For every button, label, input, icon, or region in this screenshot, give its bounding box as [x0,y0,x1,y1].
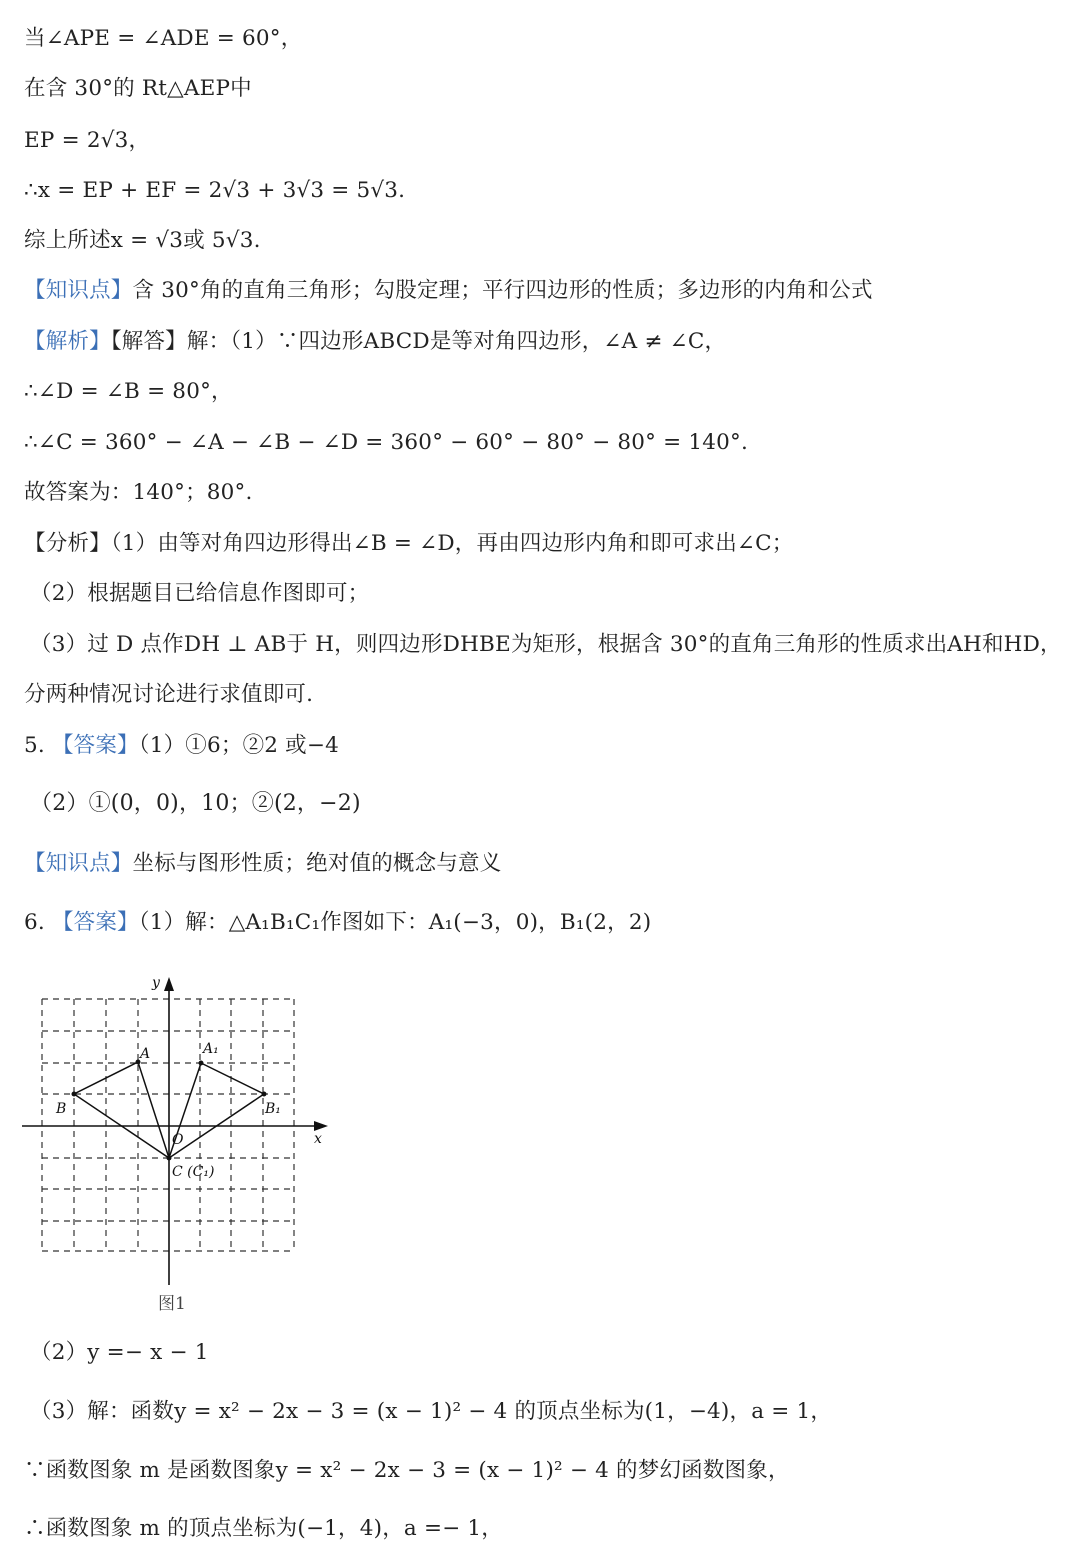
text-line: （2）根据题目已给信息作图即可； [30,581,370,606]
question-number: 5. [24,733,52,758]
knowledge-point-text: 含 30°角的直角三角形；勾股定理；平行四边形的性质；多边形的内角和公式 [132,278,873,303]
text-line: 故答案为：140°；80°. [24,480,253,505]
question-6-answer [24,908,651,938]
answer-text: （1）解：△A₁B₁C₁作图如下：A₁(−3，0)，B₁(2，2) [138,910,652,935]
text-line: （3）过 D 点作DH ⊥ AB于 H，则四边形DHBE为矩形，根据含 30°的直角三角形的性质求出AH和HD， [30,632,1062,657]
answer-tag: 【答案】 [51,733,139,758]
knowledge-points-line [24,849,501,879]
explanation-text: （1）由等对角四边形得出∠B = ∠D，再由四边形内角和即可求出∠C； [110,531,794,556]
text-line: EP = 2√3， [24,128,151,153]
answer-solution-tag: 【解答】 [110,329,187,354]
answer-text: （1）①6；②2 或−4 [138,733,339,758]
x-axis-label: x [314,1131,322,1147]
text-line: ∴∠C = 360° − ∠A − ∠B − ∠D = 360° − 60° − 80° − 80° = 140°. [24,430,749,455]
point-b1-label: B₁ [265,1101,281,1117]
question-5-answer [24,731,339,761]
answer-tag: 【答案】 [51,910,139,935]
text-line: ∴∠D = ∠B = 80°， [24,379,233,404]
coordinate-grid-figure [18,965,338,1285]
point-c-label: C (C₁) [172,1164,215,1180]
explanation-line [24,529,793,559]
grid-lines [42,999,294,1251]
knowledge-points-line [24,276,873,306]
origin-label: O [172,1132,184,1148]
axes [22,977,328,1285]
text-line: ∴函数图象 m 的顶点坐标为(−1，4)，a =− 1， [24,1516,504,1541]
analysis-line [24,327,726,357]
knowledge-point-tag: 【知识点】 [24,278,133,303]
analysis-text: 解：（1）∵四边形ABCD是等对角四边形，∠A ≠ ∠C， [186,329,727,354]
text-line: 分两种情况讨论进行求值即可. [24,682,314,707]
text-line: （3）解：函数y = x² − 2x − 3 = (x − 1)² − 4 的顶点坐标为(1，−4)，a = 1， [30,1399,833,1424]
text-line: 在含 30°的 Rt△AEP中 [24,76,252,101]
text-line: （2）①(0，0)，10；②(2，−2) [30,791,361,816]
explanation-tag: 【分析】 [24,531,111,556]
text-line: 当∠APE = ∠ADE = 60°， [24,26,303,51]
text-line: （2）y =− x − 1 [30,1340,209,1365]
text-line: 综上所述x = √3或 5√3. [24,228,261,253]
point-b-label: B [56,1101,67,1117]
point-a1-label: A₁ [203,1041,219,1057]
text-line: ∵函数图象 m 是函数图象y = x² − 2x − 3 = (x − 1)² − 4 的梦幻函数图象， [24,1458,790,1483]
figure-caption: 图1 [158,1294,186,1314]
point-a-label: A [140,1046,151,1062]
y-axis-label: y [152,975,160,991]
analysis-tag: 【解析】 [24,329,111,354]
text-line: ∴x = EP + EF = 2√3 + 3√3 = 5√3. [24,178,406,203]
knowledge-point-text: 坐标与图形性质；绝对值的概念与意义 [132,851,502,876]
knowledge-point-tag: 【知识点】 [24,851,133,876]
question-number: 6. [24,910,52,935]
